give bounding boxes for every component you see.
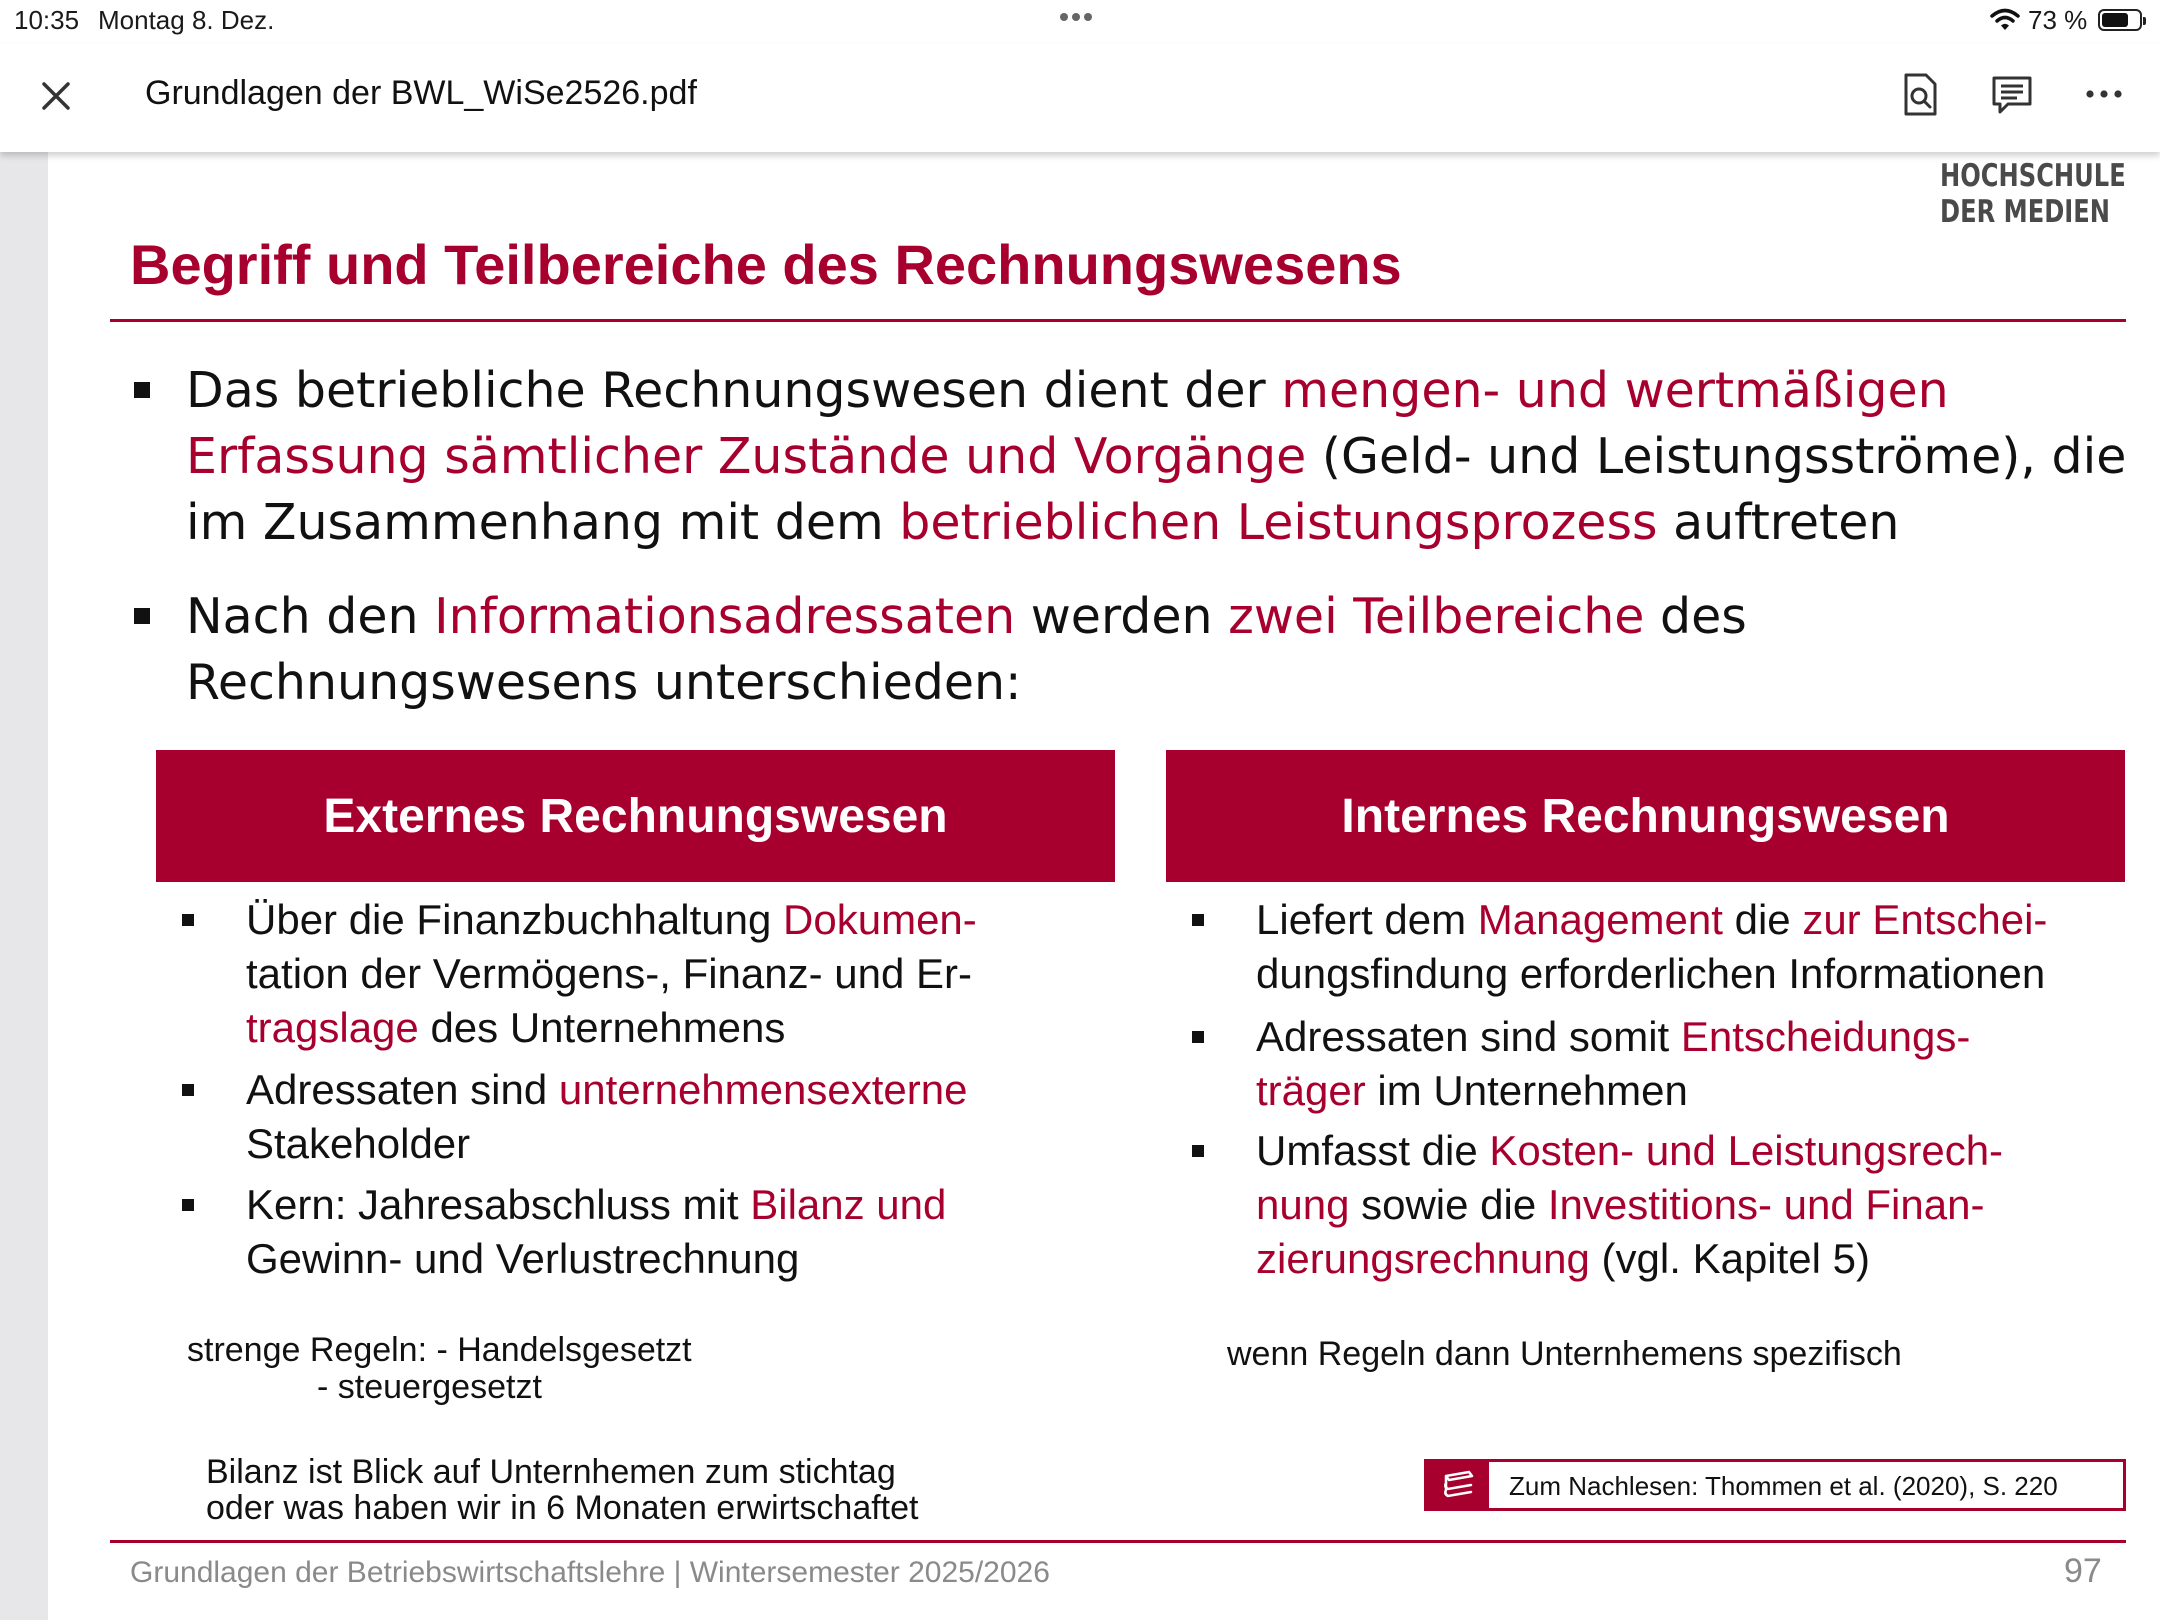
bullet1-line3: im Zusammenhang mit dem betrieblichen Leistungsprozess auftreten [186, 494, 1900, 551]
slide-footer: Grundlagen der Betriebswirtschaftslehre | Wintersemester 2025/2026 [130, 1556, 1050, 1589]
reference-text: Zum Nachlesen: Thommen et al. (2020), S. 220 [1509, 1471, 2058, 1501]
hdm-logo-line2: DER MEDIEN [1940, 194, 2111, 230]
status-bar [0, 0, 2160, 44]
external-item1-line2: tation der Vermögens-, Finanz- und Er- [246, 950, 973, 997]
note-bottom-2: oder was haben wir in 6 Monaten erwirtschaftet [206, 1489, 919, 1527]
book-icon [1427, 1462, 1489, 1508]
bullet1-line1: Das betriebliche Rechnungswesen dient der mengen- und wertmäßigen [186, 362, 1949, 419]
hdm-logo-line1: HOCHSCHULE [1940, 158, 2126, 194]
note-left-2: - steuergesetzt [317, 1368, 542, 1406]
bullet-marker [182, 1199, 194, 1211]
bullet-marker [134, 382, 150, 398]
external-item2-line2: Stakeholder [246, 1120, 471, 1167]
status-date: Montag 8. Dez. [98, 5, 275, 35]
note-bottom-1: Bilanz ist Blick auf Unternhemen zum stichtag [206, 1453, 896, 1491]
page-number: 97 [2064, 1552, 2102, 1590]
internal-item2-line1: Adressaten sind somit Entscheidungs- [1256, 1013, 1971, 1060]
pdf-toolbar [0, 44, 2160, 152]
wifi-icon [1990, 7, 2020, 33]
bullet1-line2: Erfassung sämtlicher Zustände und Vorgänge (Geld- und Leistungsströme), die [186, 428, 2127, 485]
footer-divider [110, 1540, 2126, 1543]
note-right-1: wenn Regeln dann Unternhemens spezifisch [1227, 1335, 1902, 1373]
slide-title: Begriff und Teilbereiche des Rechnungswesens [130, 233, 1402, 296]
internal-item3-line2: nung sowie die Investitions- und Finan- [1256, 1181, 1985, 1228]
battery-icon [2098, 9, 2142, 31]
bullet-marker [1192, 914, 1204, 926]
internal-item3-line1: Umfasst die Kosten- und Leistungsrech- [1256, 1127, 2004, 1174]
multitasking-dots-icon[interactable] [1058, 8, 1102, 20]
external-item3-line2: Gewinn- und Verlustrechnung [246, 1235, 800, 1282]
external-accounting-header: Externes Rechnungswesen [156, 750, 1115, 882]
reading-reference [1424, 1459, 2126, 1511]
more-icon[interactable] [2082, 84, 2126, 104]
battery-percent: 73 % [2028, 5, 2088, 35]
title-divider [110, 319, 2126, 322]
external-item3-line1: Kern: Jahresabschluss mit Bilanz und [246, 1181, 947, 1228]
page-gutter [0, 152, 48, 1620]
external-item2-line1: Adressaten sind unternehmensexterne [246, 1066, 968, 1113]
bullet-marker [182, 1084, 194, 1096]
bullet-marker [1192, 1031, 1204, 1043]
internal-item2-line2: träger im Unternehmen [1256, 1067, 1688, 1114]
external-item1-line3: tragslage des Unternehmens [246, 1004, 786, 1051]
close-icon[interactable] [36, 76, 76, 116]
bullet2-line2: Rechnungswesens unterschieden: [186, 654, 1022, 711]
document-title: Grundlagen der BWL_WiSe2526.pdf [145, 74, 697, 112]
internal-item1-line1: Liefert dem Management die zur Entschei- [1256, 896, 2048, 943]
note-left-1: strenge Regeln: - Handelsgesetzt [187, 1331, 692, 1369]
annotate-icon[interactable] [1990, 74, 2034, 116]
internal-item1-line2: dungsfindung erforderlichen Informationen [1256, 950, 2046, 997]
bullet2-line1: Nach den Informationsadressaten werden zwei Teilbereiche des [186, 588, 1747, 645]
internal-accounting-header: Internes Rechnungswesen [1166, 750, 2125, 882]
external-item1-line1: Über die Finanzbuchhaltung Dokumen- [246, 896, 977, 943]
bullet-marker [1192, 1145, 1204, 1157]
bullet-marker [134, 608, 150, 624]
bullet-marker [182, 914, 194, 926]
status-time: 10:35 [14, 5, 80, 35]
internal-item3-line3: zierungsrechnung (vgl. Kapitel 5) [1256, 1235, 1871, 1282]
search-document-icon[interactable] [1900, 72, 1940, 118]
